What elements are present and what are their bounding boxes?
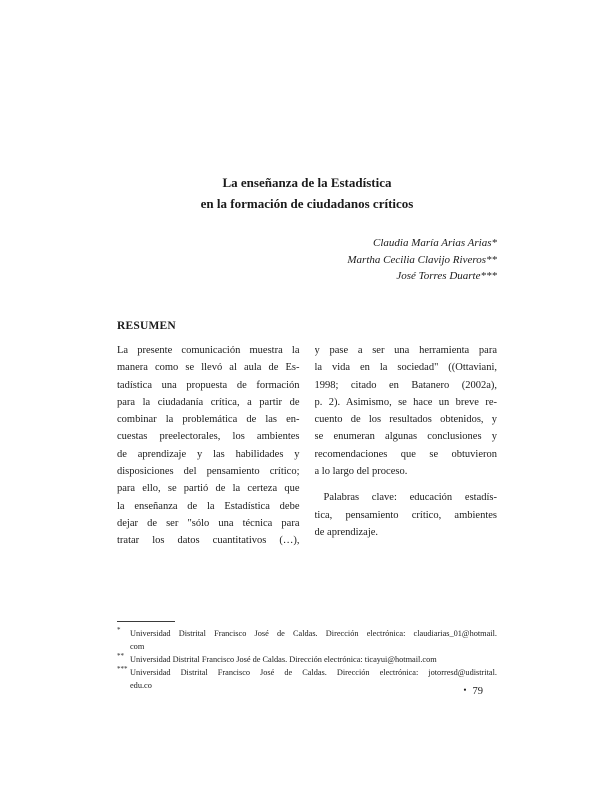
authors-block (117, 235, 497, 285)
abstract-column-left (117, 342, 300, 550)
footnote-line: Universidad Distrital Francisco José de Caldas. Dirección electrónica: claudiarias_01@hotmail. (130, 629, 497, 638)
abstract-paragraph (315, 489, 498, 541)
footnote-marker: *** (117, 665, 128, 673)
footnote (117, 653, 497, 666)
abstract-line: p. 2). Asimismo, se hace un breve re- (314, 396, 497, 408)
abstract-line: y pase a ser una herramienta para (314, 345, 497, 356)
abstract-line: se enumeran algunas conclusiones y (314, 431, 497, 443)
abstract-line: para ello, se partió de la certeza que (117, 483, 300, 495)
footnote-marker: * (117, 626, 121, 634)
bullet-icon: • (463, 685, 467, 695)
abstract-line: La presente comunicación muestra la (117, 345, 300, 356)
abstract-line: combinar la problemática de las en- (117, 414, 300, 426)
abstract-line: dejar de ser "sólo una técnica para (117, 517, 300, 529)
footnote-separator (117, 621, 175, 622)
abstract-line: la enseñanza de la Estadística debe (117, 500, 300, 512)
abstract-line: de aprendizaje. (314, 526, 379, 538)
abstract-line: para la ciudadanía crítica, a partir de (117, 396, 300, 408)
abstract-paragraph (315, 342, 498, 480)
footnote (117, 627, 497, 653)
page-number (117, 686, 483, 697)
footnote-line: Universidad Distrital Francisco José de Caldas. Dirección electrónica: ticayui@hotmail.com (130, 655, 437, 664)
abstract-line: a lo largo del proceso. (314, 466, 408, 478)
abstract-columns (117, 342, 497, 550)
footnote-line: Universidad Distrital Francisco José de Caldas. Dirección electrónica: jotorresd@udistrital. (130, 668, 497, 677)
author-name: José Torres Duarte*** (396, 270, 497, 282)
author-name: Claudia María Arias Arias* (373, 237, 497, 249)
footnote-line: edu.co (130, 681, 152, 690)
abstract-line: disposiciones del pensamiento crítico; (117, 466, 300, 478)
abstract-line: manera como se llevó al aula de Es- (117, 362, 300, 374)
abstract-line: tica, pensamiento crítico, ambientes (314, 509, 497, 521)
abstract-line: Palabras clave: educación estadís- (323, 492, 497, 504)
abstract-heading: RESUMEN (117, 320, 176, 332)
footnote-line: com (130, 642, 145, 651)
abstract-column-right (315, 342, 498, 550)
abstract-line: de aprendizaje y las habilidades y (117, 448, 300, 460)
abstract-line: cuento de los resultados obtenidos, y (314, 414, 497, 426)
abstract-line: cuestas preelectorales, los ambientes (117, 431, 300, 443)
author-name: Martha Cecilia Clavijo Riveros** (347, 253, 497, 266)
article-title (117, 172, 497, 214)
abstract-line: 1998; citado en Batanero (2002a), (314, 379, 497, 391)
abstract-line: tadística una propuesta de formación (117, 379, 300, 391)
abstract-line: tratar los datos cuantitativos (…), (117, 535, 300, 547)
abstract-line: recomendaciones que se obtuvieron (314, 448, 497, 460)
page-number-value: 79 (472, 686, 483, 697)
article-title-line1: La enseñanza de la Estadística (222, 175, 392, 190)
footnotes (117, 627, 497, 692)
article-title-line2: en la formación de ciudadanos críticos (200, 196, 414, 211)
footnote-marker: ** (117, 652, 124, 660)
abstract-paragraph (117, 342, 300, 550)
abstract-line: la vida en la sociedad" ((Ottaviani, (314, 362, 497, 374)
